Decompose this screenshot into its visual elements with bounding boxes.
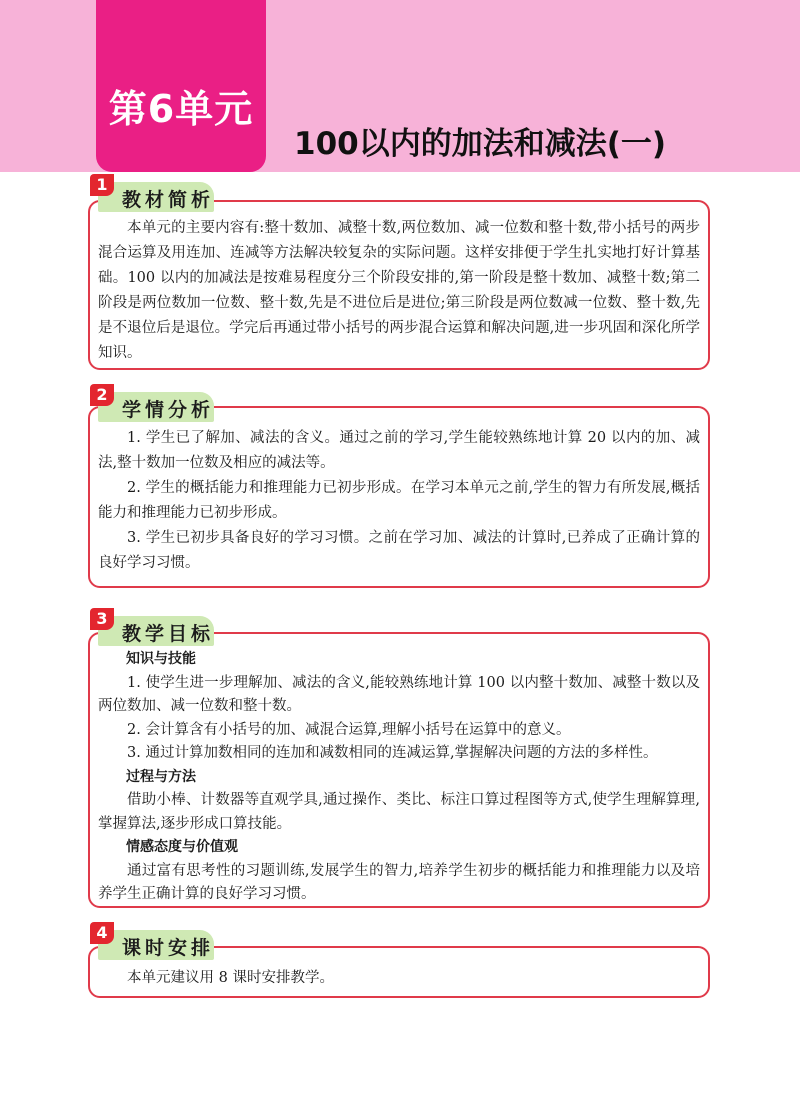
section-title: 课时安排	[122, 937, 215, 959]
section-textbook-analysis	[88, 175, 710, 370]
section-teaching-goals	[88, 609, 710, 908]
paragraph: 3. 通过计算加数相同的连加和减数相同的连减运算,掌握解决问题的方法的多样性。	[127, 745, 658, 761]
paragraph: 通过富有思考性的习题训练,发展学生的智力,培养学生初步的概括能力和推理能力以及培养学生正确计算的良好学习习惯。	[98, 862, 700, 902]
paragraph: 2. 会计算含有小括号的加、减混合运算,理解小括号在运算中的意义。	[127, 721, 571, 738]
paragraph: 1. 学生已了解加、减法的含义。通过之前的学习,学生能较熟练地计算 20 以内的加、减法,整十数加一位数及相应的减法等。	[98, 430, 700, 471]
unit-tab	[96, 0, 266, 172]
paragraph: 本单元建议用 8 课时安排教学。	[127, 970, 334, 986]
section-tag	[88, 175, 218, 212]
paragraph: 3. 学生已初步具备良好的学习习惯。之前在学习加、减法的计算时,已养成了正确计算的良好学习习惯。	[98, 530, 700, 571]
subheading-knowledge: 知识与技能	[126, 651, 196, 667]
section-lesson-schedule	[88, 923, 710, 998]
unit-title: 100以内的加法和减法(一)	[294, 126, 667, 162]
subheading-emotion: 情感态度与价值观	[126, 839, 238, 855]
section-number-badge: 3	[90, 608, 114, 630]
section-body	[98, 966, 700, 991]
unit-label: 第6单元	[108, 87, 254, 131]
paragraph: 本单元的主要内容有:整十数加、减整十数,两位数加、减一位数和整十数,带小括号的两步混合运算及用连加、连减等方法解决较复杂的实际问题。这样安排便于学生扎实地打好计算基础。100 以内的加减法是按难易程度分三个阶段安排的,第一阶段是整十数加、减整十数;第二阶段是两位数加一位数、整十数,先是不进位后是进位;第三阶段是两位数减一位数、整十数,先是不退位后是退位。学完后再通过带小括号的两步混合运算和解决问题,进一步巩固和深化所学知识。	[98, 220, 700, 361]
section-number-badge: 2	[90, 384, 114, 406]
section-tag	[88, 923, 218, 960]
subheading-process: 过程与方法	[126, 768, 196, 785]
section-body	[98, 648, 700, 907]
section-tag	[88, 609, 218, 646]
section-learner-analysis	[88, 385, 710, 588]
section-title: 教材简析	[122, 189, 215, 211]
paragraph: 借助小棒、计数器等直观学具,通过操作、类比、标注口算过程图等方式,使学生理解算理,掌握算法,逐步形成口算技能。	[98, 792, 700, 832]
section-tag	[88, 385, 218, 422]
section-body	[98, 426, 700, 576]
section-number-badge: 4	[90, 922, 114, 944]
section-title: 教学目标	[122, 623, 215, 645]
section-number-badge: 1	[90, 174, 114, 196]
section-body	[98, 216, 700, 366]
paragraph: 1. 使学生进一步理解加、减法的含义,能较熟练地计算 100 以内整十数加、减整十数以及两位数加、减一位数和整十数。	[98, 674, 700, 714]
section-title: 学情分析	[122, 399, 215, 421]
paragraph: 2. 学生的概括能力和推理能力已初步形成。在学习本单元之前,学生的智力有所发展,概括能力和推理能力已初步形成。	[98, 480, 700, 521]
